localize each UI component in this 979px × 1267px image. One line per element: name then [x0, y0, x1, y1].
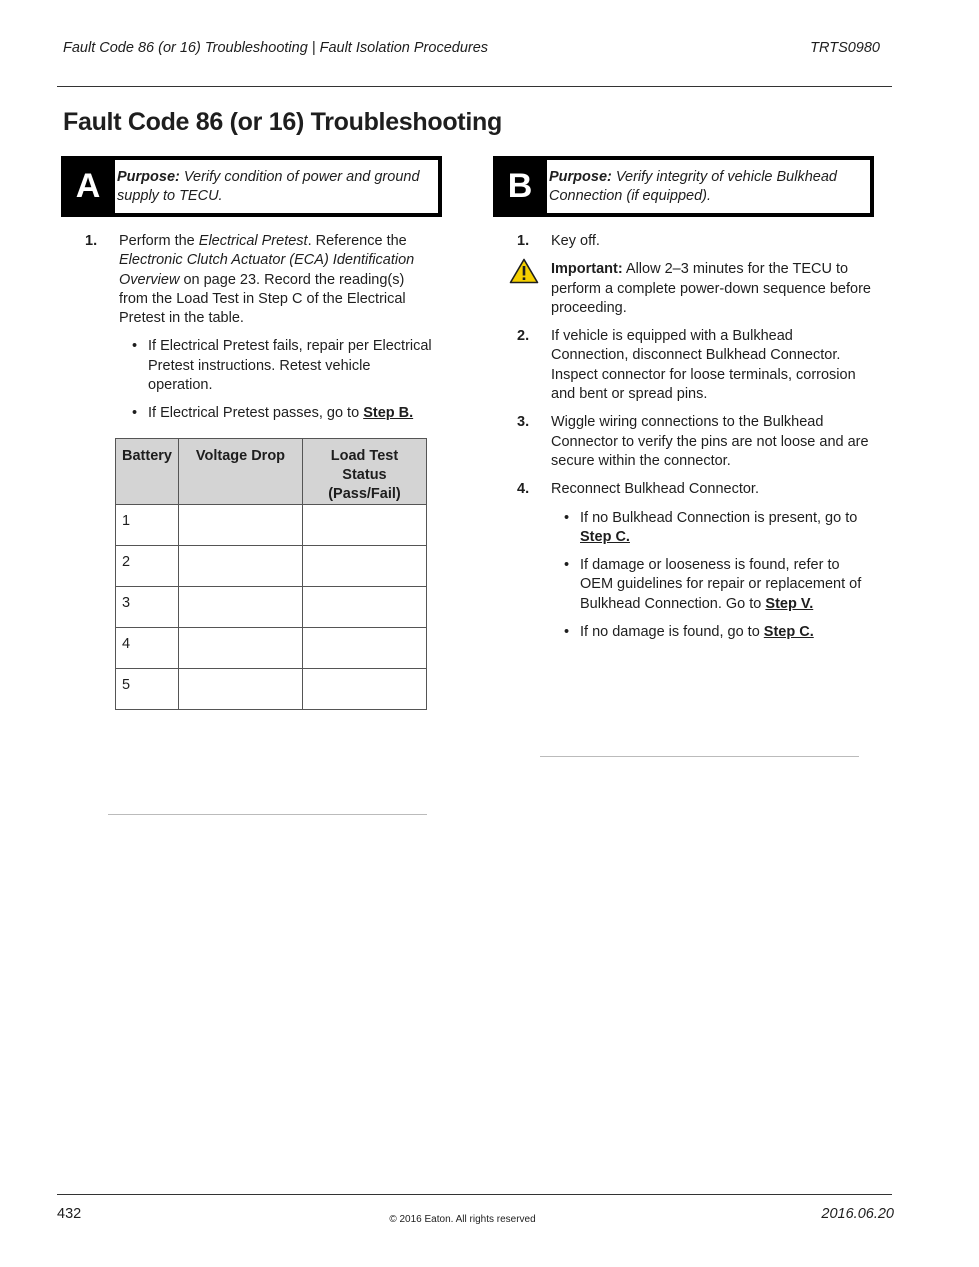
- important-text: Allow 2–3 minutes for the TECU to perform a complete power-down sequence before proceeding.: [551, 261, 871, 316]
- item-text: Wiggle wiring connections to the Bulkhead Connector to verify the pins are not loose and are secure within the connector.: [551, 414, 869, 469]
- item-text: on page 23. Record the reading(s) from the Load Test in Step C of the Electrical Pretest in the table.: [119, 271, 406, 327]
- step-b-item-3: [493, 413, 873, 471]
- step-b-bullet-1: [493, 509, 873, 548]
- page-title: Fault Code 86 (or 16) Troubleshooting: [63, 108, 502, 136]
- header-divider: [57, 86, 892, 87]
- header-title: Fault Code 86 (or 16) Troubleshooting | Fault Isolation Procedures: [63, 40, 489, 56]
- item-text: Key off.: [551, 233, 600, 249]
- go-to-step-v-link[interactable]: Step V.: [765, 595, 814, 612]
- bullet-text: If no damage is found, go to: [580, 624, 764, 641]
- item-number: 1.: [85, 233, 98, 249]
- step-a-content: [61, 232, 436, 433]
- page-number: 432: [57, 1206, 82, 1222]
- column-header-load-test-status: Load Test Status (Pass/Fail): [302, 439, 426, 505]
- purpose-label: Purpose:: [117, 169, 180, 185]
- bullet-icon: •: [564, 557, 570, 574]
- item-text: . Reference the: [307, 233, 407, 249]
- step-a-purpose-box: [61, 156, 442, 217]
- battery-cell: 4: [116, 628, 179, 669]
- bullet-icon: •: [564, 624, 570, 641]
- bullet-text: If Electrical Pretest passes, go to: [148, 405, 364, 422]
- revision-date: 2016.06.20: [821, 1206, 894, 1222]
- bullet-text: If damage or looseness is found, refer to OEM guidelines for repair or replacement of Bulkhead Connection. Go to: [580, 557, 862, 612]
- step-b-bullet-2: [493, 556, 873, 614]
- item-number: 3.: [517, 414, 530, 431]
- bullet-text: If no Bulkhead Connection is present, go to: [580, 509, 858, 526]
- load-test-table: [115, 438, 427, 710]
- step-a-bullet-2: [61, 404, 436, 423]
- step-b-purpose: [547, 160, 870, 213]
- go-to-step-c-link[interactable]: Step C.: [580, 528, 630, 545]
- table-row: [116, 587, 427, 628]
- load-test-status-cell: [302, 587, 426, 628]
- step-b-item-4: [493, 480, 873, 499]
- go-to-step-b-link[interactable]: Step B.: [363, 405, 414, 422]
- battery-cell: 5: [116, 669, 179, 710]
- important-note: [493, 260, 873, 318]
- step-a-letter: A: [75, 167, 101, 205]
- table-row: [116, 546, 427, 587]
- load-test-status-cell: [302, 669, 426, 710]
- bullet-icon: •: [564, 509, 570, 526]
- item-number: 2.: [517, 328, 530, 345]
- voltage-drop-cell: [178, 628, 302, 669]
- battery-cell: 1: [116, 505, 179, 546]
- voltage-drop-cell: [178, 669, 302, 710]
- step-b-purpose-box: [493, 156, 874, 217]
- step-a-purpose: [115, 160, 438, 213]
- footer-divider: [57, 1194, 892, 1195]
- document-code: TRTS0980: [810, 40, 880, 56]
- copyright: © 2016 Eaton. All rights reserved: [389, 1214, 536, 1225]
- load-test-status-cell: [302, 505, 426, 546]
- table-row: [116, 628, 427, 669]
- table-header-row: [116, 439, 427, 505]
- item-number: 4.: [517, 481, 530, 498]
- battery-cell: 3: [116, 587, 179, 628]
- bullet-text: If Electrical Pretest fails, repair per Electrical Pretest instructions. Retest vehicle operation.: [148, 338, 432, 394]
- go-to-step-c-link[interactable]: Step C.: [763, 624, 814, 641]
- step-a-end-divider: [108, 814, 427, 815]
- bullet-icon: •: [132, 405, 138, 422]
- voltage-drop-cell: [178, 587, 302, 628]
- purpose-text: Verify integrity of vehicle Bulkhead Connection (if equipped).: [549, 169, 837, 204]
- column-header-voltage-drop: Voltage Drop: [178, 439, 302, 505]
- eca-identification-ref: Electronic Clutch Actuator (ECA) Identification Overview: [119, 252, 415, 288]
- voltage-drop-cell: [178, 546, 302, 587]
- battery-cell: 2: [116, 546, 179, 587]
- table-row: [116, 505, 427, 546]
- table-row: [116, 669, 427, 710]
- step-a-item-1: [61, 232, 436, 328]
- load-test-status-cell: [302, 546, 426, 587]
- step-b-bullet-3: [493, 623, 873, 642]
- bullet-icon: •: [132, 338, 138, 355]
- step-b-end-divider: [540, 756, 859, 757]
- step-a-bullet-1: [61, 337, 436, 395]
- item-number: 1.: [517, 233, 530, 249]
- step-b-letter: B: [507, 167, 533, 205]
- important-label: Important:: [551, 261, 623, 278]
- step-b-item-2: [493, 327, 873, 404]
- step-b-item-1: [493, 232, 873, 251]
- item-text: Reconnect Bulkhead Connector.: [551, 481, 759, 498]
- step-b-content: [493, 232, 873, 651]
- column-header-battery: Battery: [116, 439, 179, 505]
- purpose-label: Purpose:: [549, 169, 612, 185]
- warning-triangle-icon: [509, 258, 539, 284]
- voltage-drop-cell: [178, 505, 302, 546]
- load-test-status-cell: [302, 628, 426, 669]
- item-text: Perform the: [119, 233, 199, 249]
- purpose-text: Verify condition of power and ground supply to TECU.: [117, 169, 420, 204]
- item-text: If vehicle is equipped with a Bulkhead Connection, disconnect Bulkhead Connector. Inspect connector for loose terminals, corrosion and bent or spread pins.: [551, 328, 856, 403]
- electrical-pretest-ref: Electrical Pretest: [198, 233, 308, 249]
